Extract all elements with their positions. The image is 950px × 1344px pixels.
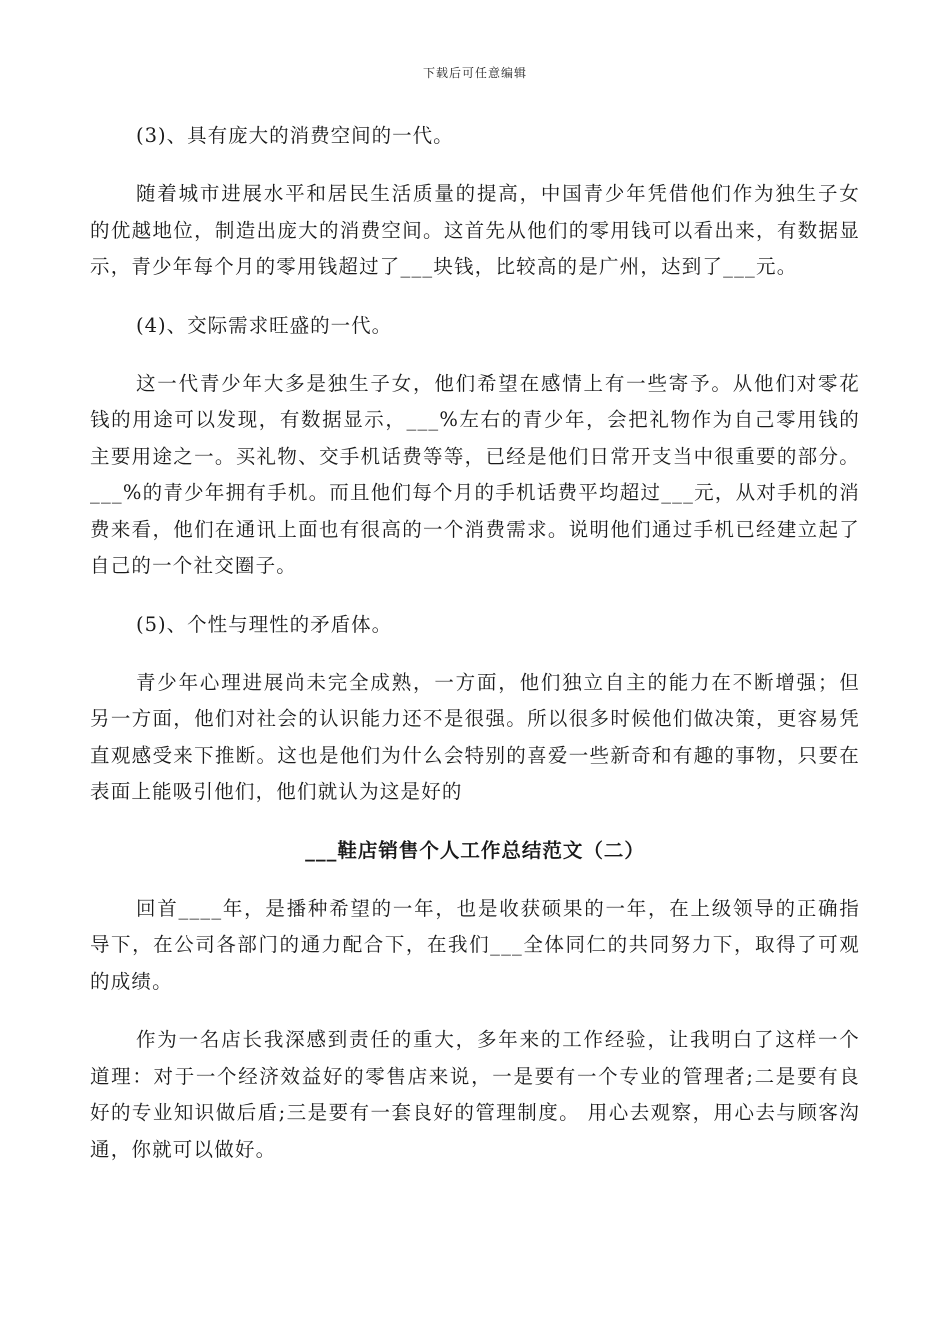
paragraph-personality: 青少年心理进展尚未完全成熟，一方面，他们独立自主的能力在不断增强；但另一方面，他们对社会的认识能力还不是很强。所以很多时候他们做决策，更容易凭直观感受来下推断。这也是他们为什么会特别的喜爱一些新奇和有趣的事物，只要在表面上能吸引他们，他们就认为这是好的 [90,670,860,803]
paragraph-consumption-space: 随着城市进展水平和居民生活质量的提高，中国青少年凭借他们作为独生子女的优越地位，制造出庞大的消费空间。这首先从他们的零用钱可以看出来，有数据显示，青少年每个月的零用钱超过了___块钱，比较高的是广州，达到了___元。 [90,182,860,278]
list-heading-3: (3)、具有庞大的消费空间的一代。 [136,124,454,147]
list-heading-4: (4)、交际需求旺盛的一代。 [136,313,393,337]
list-heading-5: (5)、个性与理性的矛盾体。 [136,612,393,636]
section-title: ___鞋店销售个人工作总结范文（二） [305,838,645,862]
page-header: 下载后可任意编辑 [422,66,527,80]
document-body [90,118,860,1190]
paragraph-review: 回首____年，是播种希望的一年，也是收获硕果的一年，在上级领导的正确指导下，在公司各部门的通力配合下，在我们___全体同仁的共同努力下，取得了可观的成绩。 [90,896,860,993]
paragraph-manager: 作为一名店长我深感到责任的重大，多年来的工作经验，让我明白了这样一个道理：对于一个经济效益好的零售店来说，一是要有一个专业的管理者;二是要有良好的专业知识做后盾;三是要有一套良好的管理制度。 用心去观察，用心去与顾客沟通，你就可以做好。 [90,1028,860,1161]
paragraph-social-needs: 这一代青少年大多是独生子女，他们希望在感情上有一些寄予。从他们对零花钱的用途可以发现，有数据显示，___%左右的青少年，会把礼物作为自己零用钱的主要用途之一。买礼物、交手机话费等等，已经是他们日常开支当中很重要的部分。___%的青少年拥有手机。而且他们每个月的手机话费平均超过___元，从对手机的消费来看，他们在通讯上面也有很高的一个消费需求。说明他们通过手机已经建立起了自己的一个社交圈子。 [90,371,860,577]
